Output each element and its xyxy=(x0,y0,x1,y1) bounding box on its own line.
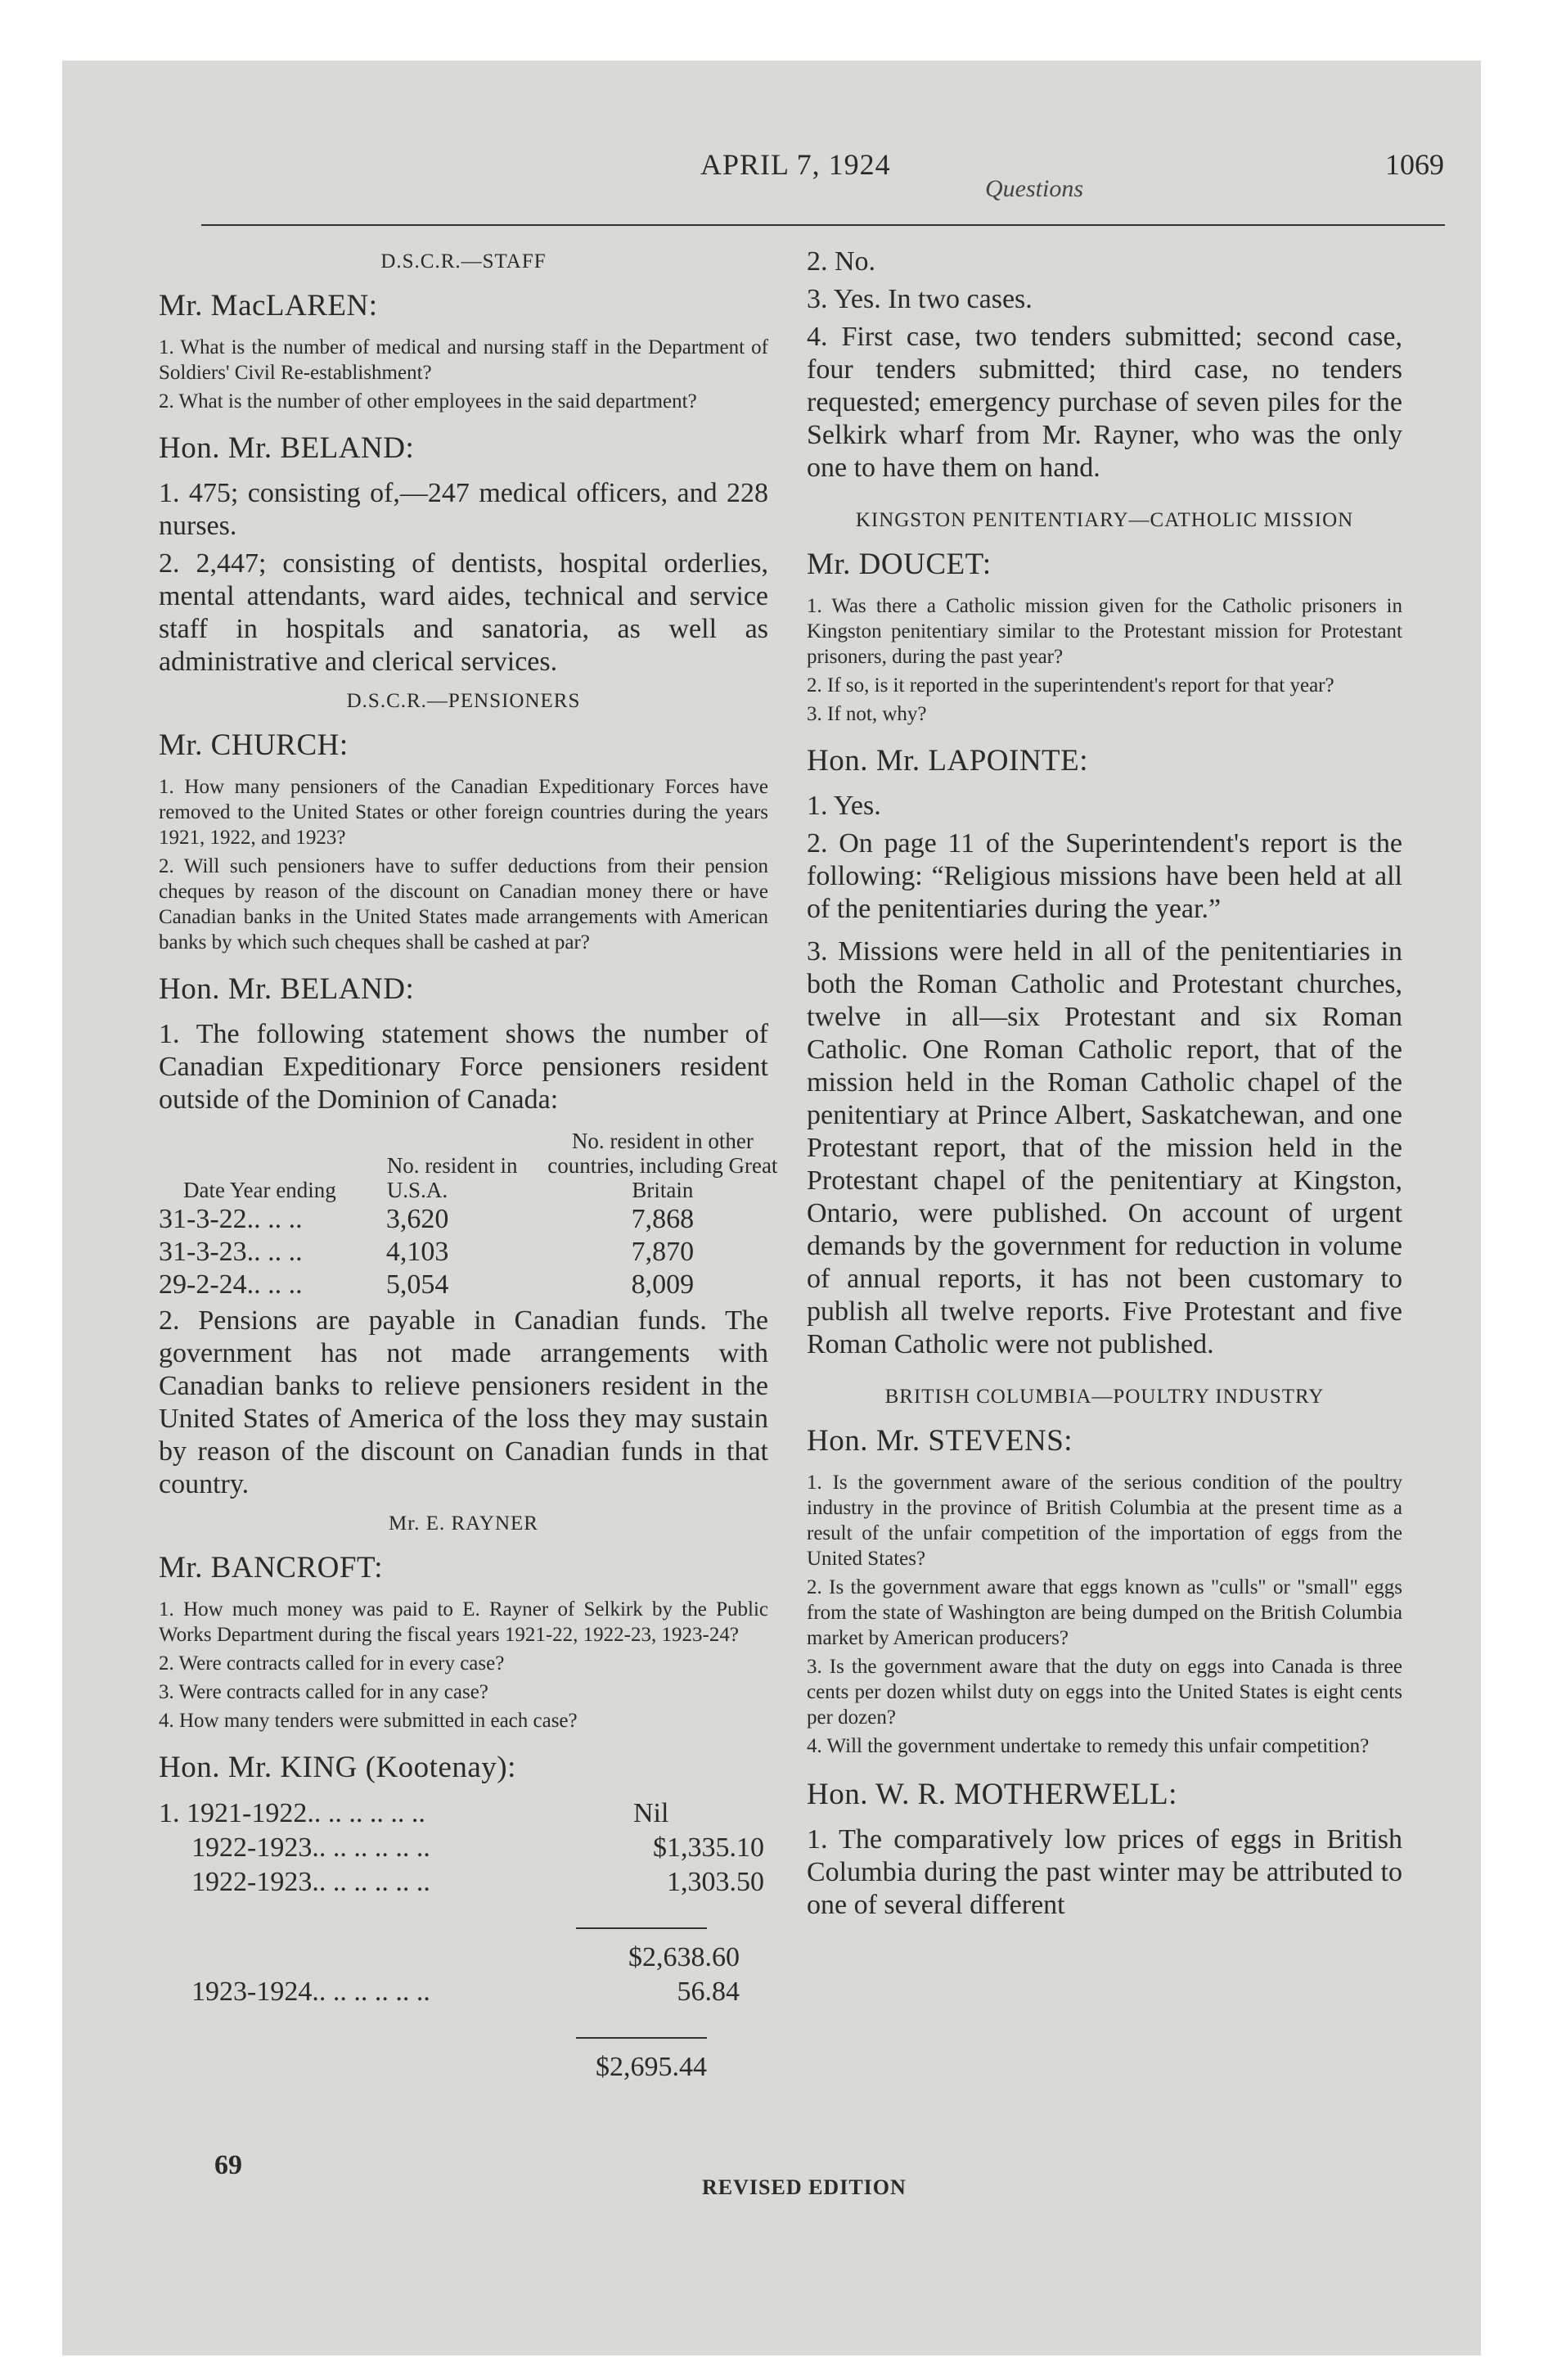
heading-rayner: Mr. E. RAYNER xyxy=(389,1512,538,1535)
speaker-beland: Hon. Mr. BELAND: xyxy=(159,431,415,465)
table-cell-other: 8,009 xyxy=(631,1269,695,1300)
payments-total-table xyxy=(159,2050,707,2085)
answer-4: 4. First case, two tenders submitted; second case, four tenders submitted; third case, no tenders requested; emergency purchase of seven piles for the Selkirk wharf from Mr. Rayner, who was the only one to have them on hand. xyxy=(807,322,1402,483)
header-rule xyxy=(201,224,1445,226)
page-header xyxy=(62,61,1481,224)
speaker-church: Mr. CHURCH: xyxy=(159,728,349,762)
question-3: 3. If not, why? xyxy=(807,703,927,725)
table-cell-other: 7,868 xyxy=(631,1204,695,1234)
table-header-date: Date Year ending xyxy=(183,1178,336,1202)
payment-value: 1,303.50 xyxy=(667,1867,764,1897)
pensioners-table xyxy=(159,1128,781,1301)
answer-1: 1. Yes. xyxy=(807,791,881,821)
question-2: 2. Will such pensioners have to suffer deductions from their pension cheques by reason of the discount on Canadian money there or have Canadian banks in the United States made arrangements with American banks by which such cheques shall be cashed at par? xyxy=(159,855,768,953)
payment-value: Nil xyxy=(633,1798,669,1828)
payment-label: 1. 1921-1922.. .. .. .. .. .. xyxy=(159,1798,425,1828)
table-cell-other: 7,870 xyxy=(631,1237,695,1267)
left-column xyxy=(159,246,778,2085)
question-1: 1. Was there a Catholic mission given for the Catholic prisoners in Kingston penitentiary similar to the Protestant mission for Protestant prisoners, during the past year? xyxy=(807,595,1402,668)
question-1: 1. What is the number of medical and nursing staff in the Department of Soldiers' Civil Re-establishment? xyxy=(159,336,768,384)
table-cell-usa: 5,054 xyxy=(385,1269,449,1300)
payment-value: $1,335.10 xyxy=(653,1832,764,1863)
header-date: APRIL 7, 1924 xyxy=(700,148,891,181)
question-2: 2. What is the number of other employees in the said department? xyxy=(159,390,697,412)
answer-2: 2. 2,447; consisting of dentists, hospital orderlies, mental attendants, ward aides, technical and service staff in hospitals and sanatoria, as well as administrative and clerical services. xyxy=(159,548,768,677)
header-page-number: 1069 xyxy=(1385,148,1444,181)
speaker-motherwell: Hon. W. R. MOTHERWELL: xyxy=(807,1778,1177,1811)
speaker-stevens: Hon. Mr. STEVENS: xyxy=(807,1424,1073,1458)
table-cell-date: 31-3-23.. .. .. xyxy=(159,1237,303,1267)
answer-3: 3. Missions were held in all of the penitentiaries in both the Roman Catholic and Protestant churches, twelve in all—six Protestant and six Roman Catholic. One Roman Catholic report, that of the mission held in the Roman Catholic chapel of the penitentiary at Prince Albert, Saskatchewan, and one Protestant report, that of the mission held in the Protestant chapel of the penitentiary at Kingston, Ontario, were published. On account of urgent demands by the government for reduction in volume of annual reports, it has not been customary to publish all twelve reports. Five Protestant and five Roman Catholic were not published. xyxy=(807,936,1402,1359)
payment-label: 1923-1924.. .. .. .. .. .. xyxy=(191,1977,430,2007)
question-1: 1. How much money was paid to E. Rayner of Selkirk by the Public Works Department during the fiscal years 1921-22, 1922-23, 1923-24? xyxy=(159,1598,768,1646)
table-header-other: No. resident in other countries, including Great Britain xyxy=(547,1129,778,1202)
edition-label: REVISED EDITION xyxy=(702,2175,907,2199)
payments-table xyxy=(159,1796,764,1900)
question-2: 2. If so, is it reported in the superintendent's report for that year? xyxy=(807,674,1334,696)
payment-subtotal: $2,638.60 xyxy=(628,1942,740,1972)
table-row xyxy=(159,1831,764,1865)
speaker-bancroft: Mr. BANCROFT: xyxy=(159,1551,383,1584)
answer-2: 2. No. xyxy=(807,246,876,277)
table-cell-date: 29-2-24.. .. .. xyxy=(159,1269,303,1300)
question-2: 2. Were contracts called for in every case? xyxy=(159,1652,505,1675)
table-row xyxy=(159,1236,781,1269)
question-3: 3. Were contracts called for in any case? xyxy=(159,1681,488,1703)
answer-2: 2. Pensions are payable in Canadian funds. The government has not made arrangements with Canadian banks to relieve pensioners resident in the United States of America of the loss they may sustain by reason of the discount on Canadian funds in that country. xyxy=(159,1305,768,1499)
question-1: 1. How many pensioners of the Canadian Expeditionary Forces have removed to the United States or other foreign countries during the years 1921, 1922, and 1923? xyxy=(159,776,768,849)
subtotal-rule xyxy=(576,1927,707,1929)
heading-poultry-industry: BRITISH COLUMBIA—POULTRY INDUSTRY xyxy=(884,1386,1325,1408)
speaker-doucet: Mr. DOUCET: xyxy=(807,548,992,581)
payment-value: 56.84 xyxy=(677,1977,740,2007)
payment-total: $2,695.44 xyxy=(596,2052,707,2082)
question-4: 4. Will the government undertake to remedy this unfair competition? xyxy=(807,1735,1370,1757)
table-row xyxy=(159,1203,781,1236)
answer-3: 3. Yes. In two cases. xyxy=(807,284,1033,314)
payment-label: 1922-1923.. .. .. .. .. .. xyxy=(191,1832,430,1863)
payment-label: 1922-1923.. .. .. .. .. .. xyxy=(191,1867,430,1897)
answer-1: 1. The comparatively low prices of eggs in British Columbia during the past winter may be attributed to one of several different xyxy=(807,1824,1402,1920)
heading-dscr-pensioners: D.S.C.R.—PENSIONERS xyxy=(346,690,581,712)
table-row xyxy=(159,1796,764,1831)
question-3: 3. Is the government aware that the duty on eggs into Canada is three cents per dozen whilst duty on eggs into the United States is eight cents per dozen? xyxy=(807,1656,1402,1729)
heading-kingston-mission: KINGSTON PENITENTIARY—CATHOLIC MISSION xyxy=(855,509,1354,531)
signature-number: 69 xyxy=(214,2150,242,2180)
table-cell-usa: 4,103 xyxy=(385,1237,449,1267)
question-1: 1. Is the government aware of the serious condition of the poultry industry in the province of British Columbia at the present time as a result of the unfair competition of the importation of eggs from the United States? xyxy=(807,1472,1402,1570)
answer-1: 1. The following statement shows the number of Canadian Expeditionary Force pensioners resident outside of the Dominion of Canada: xyxy=(159,1019,768,1115)
table-cell-date: 31-3-22.. .. .. xyxy=(159,1204,303,1234)
payments-subtotal-table xyxy=(159,1941,740,2009)
heading-dscr-staff: D.S.C.R.—STAFF xyxy=(380,250,547,273)
right-column xyxy=(807,246,1402,1927)
table-row xyxy=(159,1865,764,1900)
speaker-maclaren: Mr. MacLAREN: xyxy=(159,289,378,322)
table-row xyxy=(159,1975,740,2009)
speaker-lapointe: Hon. Mr. LAPOINTE: xyxy=(807,744,1089,778)
answer-1: 1. 475; consisting of,—247 medical officers, and 228 nurses. xyxy=(159,478,768,541)
table-row xyxy=(159,2050,707,2085)
header-section: Questions xyxy=(985,175,1083,202)
question-2: 2. Is the government aware that eggs known as "culls" or "small" eggs from the state of Washington are being dumped on the British Columbia market by American producers? xyxy=(807,1576,1402,1649)
speaker-beland: Hon. Mr. BELAND: xyxy=(159,972,415,1006)
total-rule xyxy=(576,2037,707,2039)
table-row xyxy=(159,1269,781,1301)
table-header-usa: No. resident in U.S.A. xyxy=(386,1153,518,1202)
table-row xyxy=(159,1941,740,1975)
question-4: 4. How many tenders were submitted in each case? xyxy=(159,1710,578,1732)
speaker-king: Hon. Mr. KING (Kootenay): xyxy=(159,1751,516,1784)
answer-2: 2. On page 11 of the Superintendent's report is the following: “Religious missions have been held at all of the penitentiaries during the year.” xyxy=(807,828,1402,924)
table-cell-usa: 3,620 xyxy=(385,1204,449,1234)
